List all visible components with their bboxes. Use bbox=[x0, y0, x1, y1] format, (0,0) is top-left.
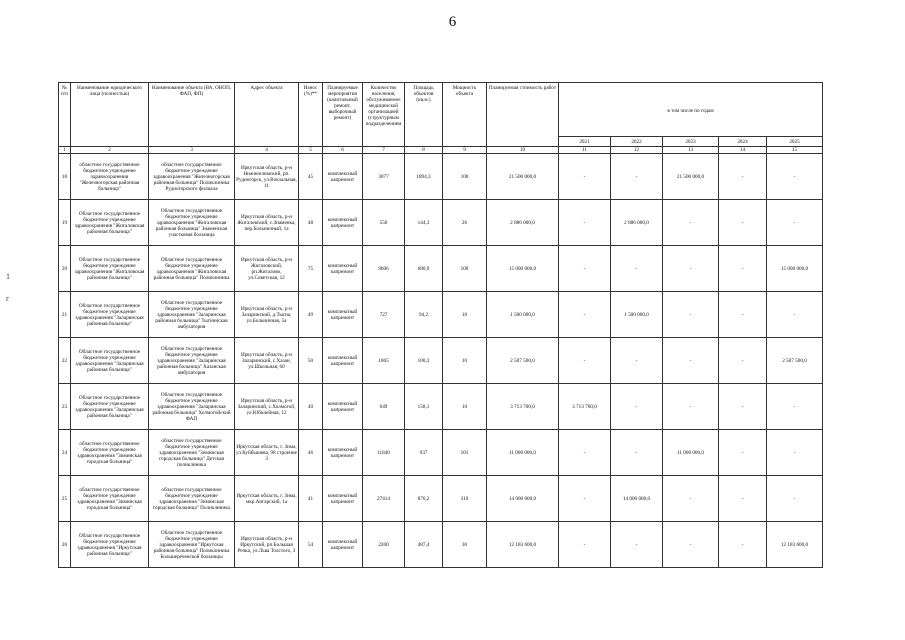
legal-entity-cell: Областное государственное бюджетное учреждение здравоохранения "Жигаловская районная больница" bbox=[71, 200, 149, 246]
year-2024-cell: - bbox=[719, 338, 767, 384]
year-2021-cell: - bbox=[559, 476, 611, 522]
event-cell: комплексный капремонт bbox=[323, 200, 363, 246]
year-2025-cell: - bbox=[767, 200, 823, 246]
planned-cost-cell: 11 000 000,0 bbox=[487, 430, 559, 476]
year-2022-cell: - bbox=[611, 384, 663, 430]
margin-mark: г bbox=[6, 294, 10, 303]
column-number: 15 bbox=[767, 147, 823, 154]
planned-cost-cell: 12 183 600,0 bbox=[487, 522, 559, 568]
table-body bbox=[59, 154, 823, 568]
event-cell: комплексный капремонт bbox=[323, 292, 363, 338]
capacity-cell: 36 bbox=[443, 522, 487, 568]
header-year: 2021 bbox=[559, 137, 611, 147]
row-number: 25 bbox=[59, 476, 71, 522]
row-number: 26 bbox=[59, 522, 71, 568]
year-2025-cell: - bbox=[767, 292, 823, 338]
table-row bbox=[59, 154, 823, 200]
planned-cost-cell: 21 500 000,0 bbox=[487, 154, 559, 200]
planned-cost-cell: 14 000 000,0 bbox=[487, 476, 559, 522]
header-population: Количество населения, обслуживаемое медицинской организацией (структурным подразделением bbox=[363, 83, 405, 147]
event-cell: комплексный капремонт bbox=[323, 338, 363, 384]
capacity-cell: 100 bbox=[443, 246, 487, 292]
wear-cell: 40 bbox=[299, 384, 323, 430]
year-2022-cell: 2 886 000,0 bbox=[611, 200, 663, 246]
area-cell: 680,9 bbox=[405, 246, 443, 292]
year-2021-cell: - bbox=[559, 522, 611, 568]
event-cell: комплексный капремонт bbox=[323, 476, 363, 522]
header-area: Площадь объектов (кв.м.) bbox=[405, 83, 443, 147]
capacity-cell: 10 bbox=[443, 338, 487, 384]
table-row bbox=[59, 200, 823, 246]
object-name-cell: областное государственное бюджетное учреждение здравоохранения "Зиминская городская больница" Детская поликлиника bbox=[149, 430, 235, 476]
address-cell: Иркутская область, р-н Нижнеилимский, рп. Рудногорск, ул.Вокзальная, 11 bbox=[235, 154, 299, 200]
population-cell: 727 bbox=[363, 292, 405, 338]
row-number: 24 bbox=[59, 430, 71, 476]
row-number: 23 bbox=[59, 384, 71, 430]
year-2024-cell: - bbox=[719, 246, 767, 292]
capacity-cell: 310 bbox=[443, 476, 487, 522]
population-cell: 3077 bbox=[363, 154, 405, 200]
column-number: 8 bbox=[405, 147, 443, 154]
population-cell: 649 bbox=[363, 384, 405, 430]
column-number: 7 bbox=[363, 147, 405, 154]
table-row bbox=[59, 476, 823, 522]
year-2021-cell: 3 713 700,0 bbox=[559, 384, 611, 430]
population-cell: 27414 bbox=[363, 476, 405, 522]
planned-cost-cell: 15 000 000,0 bbox=[487, 246, 559, 292]
year-2022-cell: - bbox=[611, 154, 663, 200]
event-cell: комплексный капремонт bbox=[323, 246, 363, 292]
year-2023-cell: - bbox=[663, 522, 719, 568]
year-2023-cell: - bbox=[663, 338, 719, 384]
address-cell: Иркутская область, г. Зима, ул.Куйбышева, 98 строение 3 bbox=[235, 430, 299, 476]
capacity-cell: 101 bbox=[443, 430, 487, 476]
year-2025-cell: 2 507 500,0 bbox=[767, 338, 823, 384]
year-2023-cell: - bbox=[663, 292, 719, 338]
header-address: Адрес объекта bbox=[235, 83, 299, 147]
object-name-cell: Областное государственное бюджетное учреждение здравоохранения "Жигаловская районная больница" Поликлиника bbox=[149, 246, 235, 292]
header-capacity: Мощность объекта bbox=[443, 83, 487, 147]
table-row bbox=[59, 430, 823, 476]
column-number: 10 bbox=[487, 147, 559, 154]
year-2021-cell: - bbox=[559, 338, 611, 384]
object-name-cell: Областное государственное бюджетное учреждение здравоохранения "Заларинская районная больница" Хазанская амбулатория bbox=[149, 338, 235, 384]
column-number: 14 bbox=[719, 147, 767, 154]
year-2025-cell: 15 000 000,0 bbox=[767, 246, 823, 292]
address-cell: Иркутская область, г. Зима, мкр.Ангарский, 1а bbox=[235, 476, 299, 522]
address-cell: Иркутская область, р-н Заларинский, с.Холмогой, ул.Юбилейная, 12 bbox=[235, 384, 299, 430]
row-number: 22 bbox=[59, 338, 71, 384]
year-2024-cell: - bbox=[719, 430, 767, 476]
year-2025-cell: - bbox=[767, 384, 823, 430]
address-cell: Иркутская область, р-н Заларинский, д.Тыгна, ул.Больничная, 5а bbox=[235, 292, 299, 338]
year-2024-cell: - bbox=[719, 292, 767, 338]
area-cell: 144,3 bbox=[405, 200, 443, 246]
year-2023-cell: - bbox=[663, 476, 719, 522]
planned-cost-cell: 2 507 500,0 bbox=[487, 338, 559, 384]
header-including-by-years: в том числе по годам bbox=[559, 83, 823, 137]
event-cell: комплексный капремонт bbox=[323, 154, 363, 200]
row-number: 18 bbox=[59, 154, 71, 200]
area-cell: 937 bbox=[405, 430, 443, 476]
column-number: 13 bbox=[663, 147, 719, 154]
column-number: 3 bbox=[149, 147, 235, 154]
legal-entity-cell: Областное государственное бюджетное учреждение здравоохранения "Заларинская районная больница" bbox=[71, 292, 149, 338]
area-cell: 94,2 bbox=[405, 292, 443, 338]
year-2023-cell: - bbox=[663, 384, 719, 430]
object-name-cell: Областное государственное бюджетное учреждение здравоохранения "Жигаловская районная больница" Знаменская участковая больница bbox=[149, 200, 235, 246]
year-2025-cell: - bbox=[767, 154, 823, 200]
column-number-row bbox=[59, 147, 823, 154]
register-table bbox=[58, 82, 823, 568]
population-cell: 550 bbox=[363, 200, 405, 246]
header-planned-cost: Планируемая стоимость работ bbox=[487, 83, 559, 147]
table-row bbox=[59, 338, 823, 384]
year-2024-cell: - bbox=[719, 522, 767, 568]
area-cell: 158,1 bbox=[405, 384, 443, 430]
year-2025-cell: 12 183 600,0 bbox=[767, 522, 823, 568]
address-cell: Иркутская область, р-н Жигаловский, с.Знаменка, пер.Больничный, 1а bbox=[235, 200, 299, 246]
header-legal-entity: Наименование юридического лица (полностью) bbox=[71, 83, 149, 147]
year-2024-cell: - bbox=[719, 476, 767, 522]
wear-cell: 41 bbox=[299, 476, 323, 522]
column-number: 1 bbox=[59, 147, 71, 154]
legal-entity-cell: Областное государственное бюджетное учреждение здравоохранения "Заларинская районная больница" bbox=[71, 338, 149, 384]
header-wear: Износ (%)** bbox=[299, 83, 323, 147]
column-number: 4 bbox=[235, 147, 299, 154]
page-number: 6 bbox=[448, 14, 457, 30]
column-number: 12 bbox=[611, 147, 663, 154]
legal-entity-cell: областное государственное бюджетное учреждение здравоохранения "Зиминская городская больница" bbox=[71, 476, 149, 522]
area-cell: 487,4 bbox=[405, 522, 443, 568]
wear-cell: 75 bbox=[299, 246, 323, 292]
column-number: 5 bbox=[299, 147, 323, 154]
object-name-cell: областное государственное бюджетное учреждение здравоохранения "Зиминская городская больница" Поликлиника bbox=[149, 476, 235, 522]
planned-cost-cell: 1 500 000,0 bbox=[487, 292, 559, 338]
planned-cost-cell: 2 886 000,0 bbox=[487, 200, 559, 246]
year-2022-cell: 14 000 000,0 bbox=[611, 476, 663, 522]
address-cell: Иркутская область, р-н Заларинский, с.Хазан, ул.Школьная, 60 bbox=[235, 338, 299, 384]
population-cell: 2200 bbox=[363, 522, 405, 568]
header-year: 2025 bbox=[767, 137, 823, 147]
wear-cell: 50 bbox=[299, 338, 323, 384]
header-object-name: Наименование объекта (ВА, ОВОП, ФАП, ФП) bbox=[149, 83, 235, 147]
margin-mark: 1 bbox=[6, 272, 10, 281]
wear-cell: 46 bbox=[299, 430, 323, 476]
legal-entity-cell: Областное государственное бюджетное учреждение здравоохранения "Иркутская районная больница" bbox=[71, 522, 149, 568]
address-cell: Иркутская область, р-н Жигаловский, рп.Жигалово, ул.Советская, 12 bbox=[235, 246, 299, 292]
column-number: 2 bbox=[71, 147, 149, 154]
capacity-cell: 10 bbox=[443, 292, 487, 338]
address-cell: Иркутская область, р-н Иркутский, рп.Большая Речка, ул.Льва Толстого, 3 bbox=[235, 522, 299, 568]
legal-entity-cell: областное государственное бюджетное учреждение здравоохранения "Зиминская городская больница" bbox=[71, 430, 149, 476]
year-2023-cell: 21 500 000,0 bbox=[663, 154, 719, 200]
row-number: 19 bbox=[59, 200, 71, 246]
row-number: 21 bbox=[59, 292, 71, 338]
year-2022-cell: - bbox=[611, 522, 663, 568]
year-2021-cell: - bbox=[559, 292, 611, 338]
wear-cell: 45 bbox=[299, 154, 323, 200]
wear-cell: 54 bbox=[299, 522, 323, 568]
population-cell: 11840 bbox=[363, 430, 405, 476]
area-cell: 876,2 bbox=[405, 476, 443, 522]
capacity-cell: 26 bbox=[443, 200, 487, 246]
event-cell: комплексный капремонт bbox=[323, 522, 363, 568]
column-number: 11 bbox=[559, 147, 611, 154]
event-cell: комплексный капремонт bbox=[323, 384, 363, 430]
year-2022-cell: - bbox=[611, 338, 663, 384]
legal-entity-cell: Областное государственное бюджетное учреждение здравоохранения "Заларинская районная больница" bbox=[71, 384, 149, 430]
object-name-cell: Областное государственное бюджетное учреждение здравоохранения "Иркутская районная больница" Поликлиника Большереченской больницы bbox=[149, 522, 235, 568]
year-2025-cell: - bbox=[767, 430, 823, 476]
year-2022-cell: - bbox=[611, 246, 663, 292]
capacity-cell: 10 bbox=[443, 384, 487, 430]
year-2025-cell: - bbox=[767, 476, 823, 522]
legal-entity-cell: областное государственное бюджетное учреждение здравоохранения "Железногорская районная больница" bbox=[71, 154, 149, 200]
row-number: 20 bbox=[59, 246, 71, 292]
population-cell: 9606 bbox=[363, 246, 405, 292]
table-row bbox=[59, 246, 823, 292]
year-2024-cell: - bbox=[719, 154, 767, 200]
header-event: Планируемые мероприятия (капитальный ремонт, выборочный ремонт) bbox=[323, 83, 363, 147]
wear-cell: 49 bbox=[299, 292, 323, 338]
header-year: 2022 bbox=[611, 137, 663, 147]
area-cell: 100,3 bbox=[405, 338, 443, 384]
capacity-cell: 100 bbox=[443, 154, 487, 200]
table-row bbox=[59, 522, 823, 568]
year-2022-cell: 1 500 000,0 bbox=[611, 292, 663, 338]
table-row bbox=[59, 292, 823, 338]
year-2021-cell: - bbox=[559, 246, 611, 292]
year-2021-cell: - bbox=[559, 200, 611, 246]
column-number: 6 bbox=[323, 147, 363, 154]
object-name-cell: Областное государственное бюджетное учреждение здравоохранения "Заларинская районная больница" Холмогойский ФАП bbox=[149, 384, 235, 430]
planned-cost-cell: 3 713 700,0 bbox=[487, 384, 559, 430]
year-2024-cell: - bbox=[719, 384, 767, 430]
header-no: № п/п bbox=[59, 83, 71, 147]
object-name-cell: областное государственное бюджетное учреждение здравоохранения "Железногорская районная больница" Поликлиника Рудногорского филиала bbox=[149, 154, 235, 200]
year-2021-cell: - bbox=[559, 154, 611, 200]
year-2023-cell: - bbox=[663, 246, 719, 292]
column-number: 9 bbox=[443, 147, 487, 154]
year-2023-cell: 11 000 000,0 bbox=[663, 430, 719, 476]
event-cell: комплексный капремонт bbox=[323, 430, 363, 476]
object-name-cell: Областное государственное бюджетное учреждение здравоохранения "Заларинская районная больница" Тыгнинская амбулатория bbox=[149, 292, 235, 338]
year-2022-cell: - bbox=[611, 430, 663, 476]
wear-cell: 48 bbox=[299, 200, 323, 246]
year-2024-cell: - bbox=[719, 200, 767, 246]
table-row bbox=[59, 384, 823, 430]
header-year: 2023 bbox=[663, 137, 719, 147]
header-year: 2024 bbox=[719, 137, 767, 147]
population-cell: 1065 bbox=[363, 338, 405, 384]
year-2023-cell: - bbox=[663, 200, 719, 246]
area-cell: 1894,3 bbox=[405, 154, 443, 200]
legal-entity-cell: Областное государственное бюджетное учреждение здравоохранения "Жигаловская районная больница" bbox=[71, 246, 149, 292]
year-2021-cell: - bbox=[559, 430, 611, 476]
